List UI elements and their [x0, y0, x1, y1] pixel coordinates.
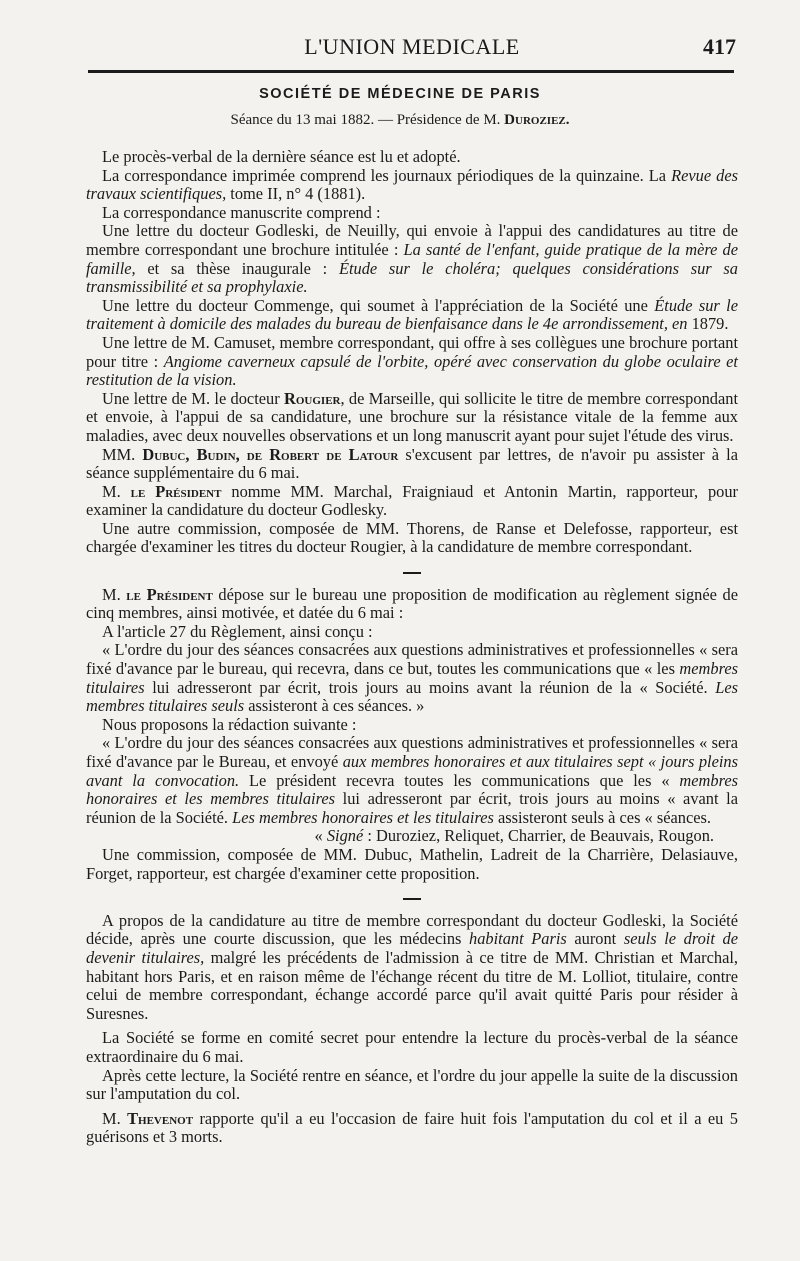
paragraph: M. Thevenot rapporte qu'il a eu l'occasion de faire huit fois l'amputation du col et il a eu 5 guérisons et 3 morts. [86, 1108, 738, 1147]
paragraph: Une lettre du docteur Godleski, de Neuilly, qui envoie à l'appui des candidatures au titre de membre correspondant une brochure intitulée : La santé de l'enfant, guide pratique de la mère de famille, et sa thèse inaugurale : Étude sur le choléra; quelques considérations sur sa transmissibilité et sa prophylaxie. [86, 221, 739, 297]
paragraph: Nous proposons la rédaction suivante : [102, 714, 357, 734]
section-divider [86, 563, 738, 582]
paragraph: M. le Président dépose sur le bureau une proposition de modification au règlement signée de cinq membres, ainsi motivée, et datée du 6 mai : [86, 584, 738, 623]
article-body [86, 148, 738, 1147]
president-name: Duroziez. [504, 112, 570, 128]
page-number: 417 [703, 34, 736, 59]
paragraph: A propos de la candidature au titre de membre correspondant du docteur Godleski, la Société décide, après une courte discussion, que les médecins habitant Paris auront seuls le droit de devenir titulaires, malgré les précédents de l'admission à ce titre de MM. Christian et Marchal, habitant hors Paris, et en raison même de l'échange récent du titre de M. Lolliot, titulaire, contre celui de membre correspondant, échange accordé parce qu'il avait quitté Paris pour résider à Suresnes. [86, 910, 738, 1023]
quoted-article: « L'ordre du jour des séances consacrées aux questions administratives et professionnelles « sera fixé d'avance par le bureau, qui recevra, dans ce but, toutes les communications que « les membres titulaires lui adresseront par écrit, trois jours au moins avant la réunion de la « Société. Les membres titulaires seuls assisteront à ces séances. » [86, 640, 738, 716]
paragraph: Une commission, composée de MM. Dubuc, Mathelin, Ladreit de la Charrière, Delasiauve, Forget, rapporteur, est chargée d'examiner cette proposition. [86, 844, 738, 883]
paragraph: Une lettre de M. Camuset, membre correspondant, qui offre à ses collègues une brochure portant pour titre : Angiome caverneux capsulé de l'orbite, opéré avec conservation du globe oculaire et restitution de la vision. [86, 332, 738, 390]
paragraph: A l'article 27 du Règlement, ainsi conçu : [102, 621, 373, 641]
section-divider [86, 889, 738, 908]
proposed-article: « L'ordre du jour des séances consacrées aux questions administratives et professionnelles « sera fixé d'avance par le Bureau, et envoyé aux membres honoraires et aux titulaires sept « jours pleins avant la convocation. Le président recevra toutes les communications que les « membres honoraires et les membres titulaires lui adresseront par écrit, trois jours au moins « avant la réunion de la Société. Les membres honoraires et les titulaires assisteront seuls à ces « séances. [86, 733, 738, 827]
paragraph: Une autre commission, composée de MM. Thorens, de Ranse et Delefosse, rapporteur, est chargée d'examiner les titres du docteur Rougier, à la candidature de membre correspondant. [86, 518, 738, 557]
paragraph: Le procès-verbal de la dernière séance est lu et adopté. [102, 147, 461, 166]
running-head [88, 30, 736, 64]
paragraph: La Société se forme en comité secret pour entendre la lecture du procès-verbal de la séance extraordinaire du 6 mai. [86, 1028, 738, 1066]
paragraph: La correspondance manuscrite comprend : [102, 202, 381, 222]
session-line [0, 112, 800, 129]
paragraph: Une lettre du docteur Commenge, qui soumet à l'appréciation de la Société une Étude sur le traitement à domicile des malades du bureau de bienfaisance dans le 4e arrondissement, en 1879. [86, 295, 738, 334]
paragraph: Après cette lecture, la Société rentre en séance, et l'ordre du jour appelle la suite de la discussion sur l'amputation du col. [86, 1065, 738, 1104]
paragraph: Une lettre de M. le docteur Rougier, de Marseille, qui sollicite le titre de membre correspondant et envoie, à l'appui de sa candidature, une brochure sur la résistance vitale de la femme aux maladies, avec deux nouvelles observations et un long manuscrit ayant pour sujet l'étude des virus. [86, 388, 738, 445]
section-title: SOCIÉTÉ DE MÉDECINE DE PARIS [259, 86, 541, 102]
signatures: « Signé : Duroziez, Reliquet, Charrier, de Beauvais, Rougon. [314, 826, 714, 846]
running-title: L'UNION MEDICALE [304, 34, 520, 59]
session-text: Séance du 13 mai 1882. — Présidence de M. [230, 112, 505, 128]
paragraph: La correspondance imprimée comprend les journaux périodiques de la quinzaine. La Revue des travaux scientifiques, tome II, n° 4 (1881). [86, 165, 738, 204]
paragraph: MM. Dubuc, Budin, de Robert de Latour s'excusent par lettres, de n'avoir pu assister à la séance supplémentaire du 6 mai. [86, 444, 739, 483]
header-rule [88, 70, 734, 73]
paragraph: M. le Président nomme MM. Marchal, Fraigniaud et Antonin Martin, rapporteur, pour examiner la candidature du docteur Godlesky. [86, 481, 739, 520]
